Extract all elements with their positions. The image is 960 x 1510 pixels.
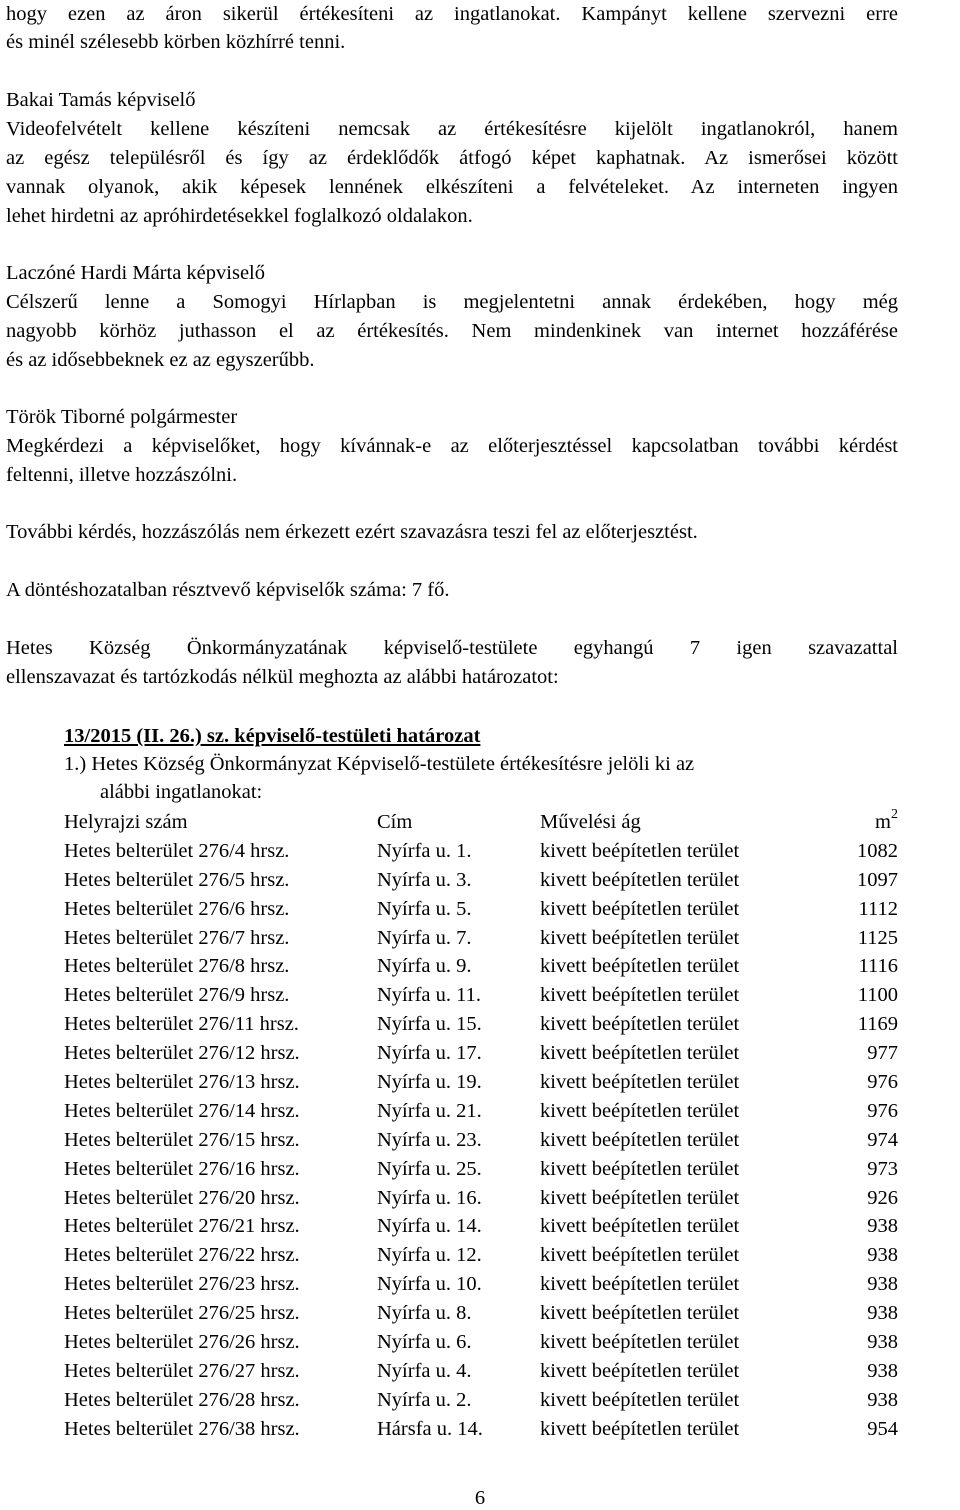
cell-address: Nyírfa u. 1. (377, 839, 472, 862)
torok-line-1: Megkérdezi a képviselőket, hogy kívánnak-e az előterjesztéssel kapcsolatban további kérdést (6, 435, 898, 457)
vote-line-2: ellenszavazat és tartózkodás nélkül meghozta az alábbi határozatot: (6, 666, 559, 688)
cell-branch: kivett beépítetlen terület (540, 1302, 740, 1325)
header-address: Cím (377, 810, 413, 833)
cell-area: 938 (867, 1215, 898, 1238)
cell-plot: Hetes belterület 276/20 hrsz. (64, 1186, 300, 1209)
table-row (64, 866, 898, 895)
cell-branch: kivett beépítetlen terület (540, 1359, 740, 1382)
cell-address: Nyírfa u. 9. (377, 955, 472, 978)
cell-address: Nyírfa u. 17. (377, 1042, 482, 1065)
cell-area: 938 (867, 1302, 898, 1325)
cell-area: 977 (867, 1042, 898, 1065)
header-plot: Helyrajzi szám (64, 810, 188, 833)
speaker-laczone: Laczóné Hardi Márta képviselő (6, 262, 265, 284)
table-row (64, 981, 898, 1010)
cell-plot: Hetes belterület 276/5 hrsz. (64, 868, 290, 891)
cell-area: 1169 (857, 1013, 898, 1036)
table-row (64, 1126, 898, 1155)
cell-plot: Hetes belterület 276/9 hrsz. (64, 984, 290, 1007)
cell-plot: Hetes belterület 276/12 hrsz. (64, 1042, 300, 1065)
cell-branch: kivett beépítetlen terület (540, 868, 740, 891)
cell-area: 973 (867, 1157, 898, 1180)
table-body (64, 837, 898, 1444)
header-area (820, 808, 898, 837)
table-row (64, 837, 898, 866)
speaker-bakai: Bakai Tamás képviselő (6, 89, 196, 111)
cell-area: 1097 (857, 868, 898, 891)
cell-plot: Hetes belterület 276/21 hrsz. (64, 1215, 300, 1238)
cell-area: 938 (867, 1359, 898, 1382)
table-row (64, 1357, 898, 1386)
cell-plot: Hetes belterület 276/14 hrsz. (64, 1099, 300, 1122)
laczone-line-1: Célszerű lenne a Somogyi Hírlapban is megjelentetni annak érdekében, hogy még (6, 291, 898, 313)
header-area-unit: m (875, 810, 891, 833)
torok-line-2: feltenni, illetve hozzászólni. (6, 464, 238, 486)
header-branch: Művelési ág (540, 810, 641, 833)
table-row (64, 1039, 898, 1068)
header-area-sup: 2 (891, 806, 898, 822)
table-row (64, 1155, 898, 1184)
cell-branch: kivett beépítetlen terület (540, 1128, 740, 1151)
resolution-title: 13/2015 (II. 26.) sz. képviselő-testületi határozat (64, 725, 481, 747)
table-row (64, 1241, 898, 1270)
bakai-line-4: lehet hirdetni az apróhirdetésekkel foglalkozó oldalakon. (6, 205, 473, 227)
cell-plot: Hetes belterület 276/16 hrsz. (64, 1157, 300, 1180)
resolution-point-1-cont: alábbi ingatlanokat: (100, 781, 263, 803)
table-row (64, 1184, 898, 1213)
cell-area: 954 (867, 1417, 898, 1440)
table-row (64, 895, 898, 924)
cell-address: Nyírfa u. 8. (377, 1302, 472, 1325)
cell-address: Nyírfa u. 15. (377, 1013, 482, 1036)
cell-address: Nyírfa u. 12. (377, 1244, 482, 1267)
cell-area: 938 (867, 1273, 898, 1296)
bakai-line-2: az egész településről és így az érdeklődők átfogó képet kaphatnak. Az ismerősei között (6, 147, 898, 169)
cell-area: 1116 (858, 955, 898, 978)
cell-plot: Hetes belterület 276/8 hrsz. (64, 955, 290, 978)
cell-address: Nyírfa u. 19. (377, 1070, 482, 1093)
cell-plot: Hetes belterület 276/7 hrsz. (64, 926, 290, 949)
cell-plot: Hetes belterület 276/38 hrsz. (64, 1417, 300, 1440)
table-row (64, 952, 898, 981)
table-row (64, 1068, 898, 1097)
cell-branch: kivett beépítetlen terület (540, 1330, 740, 1353)
property-table (64, 808, 898, 1444)
laczone-line-3: és az idősebbeknek ez az egyszerűbb. (6, 349, 315, 371)
cell-plot: Hetes belterület 276/25 hrsz. (64, 1302, 300, 1325)
cell-branch: kivett beépítetlen terület (540, 1388, 740, 1411)
cell-branch: kivett beépítetlen terület (540, 897, 740, 920)
cell-plot: Hetes belterület 276/28 hrsz. (64, 1388, 300, 1411)
cell-plot: Hetes belterület 276/13 hrsz. (64, 1070, 300, 1093)
cell-area: 976 (867, 1099, 898, 1122)
cell-area: 974 (867, 1128, 898, 1151)
cell-branch: kivett beépítetlen terület (540, 1099, 740, 1122)
cell-address: Nyírfa u. 3. (377, 868, 472, 891)
cell-address: Nyírfa u. 2. (377, 1388, 472, 1411)
cell-branch: kivett beépítetlen terület (540, 1244, 740, 1267)
cell-branch: kivett beépítetlen terület (540, 1273, 740, 1296)
table-row (64, 1299, 898, 1328)
table-row (64, 1097, 898, 1126)
cell-branch: kivett beépítetlen terület (540, 839, 740, 862)
cell-area: 1125 (857, 926, 898, 949)
table-row (64, 1212, 898, 1241)
cell-address: Nyírfa u. 21. (377, 1099, 482, 1122)
cell-address: Nyírfa u. 10. (377, 1273, 482, 1296)
cell-area: 1100 (857, 984, 898, 1007)
cell-plot: Hetes belterület 276/22 hrsz. (64, 1244, 300, 1267)
cell-address: Nyírfa u. 4. (377, 1359, 472, 1382)
bakai-line-3: vannak olyanok, akik képesek lennének elkészíteni a felvételeket. Az interneten ingyen (6, 176, 898, 198)
cell-area: 1112 (858, 897, 898, 920)
cell-branch: kivett beépítetlen terület (540, 926, 740, 949)
cell-address: Nyírfa u. 25. (377, 1157, 482, 1180)
cell-plot: Hetes belterület 276/15 hrsz. (64, 1128, 300, 1151)
table-row (64, 924, 898, 953)
cell-area: 1082 (857, 839, 898, 862)
intro-line-2: és minél szélesebb körben közhírré tenni. (6, 31, 346, 53)
table-header-row (64, 808, 898, 837)
table-row (64, 1010, 898, 1039)
laczone-line-2: nagyobb körhöz juthasson el az értékesítés. Nem mindenkinek van internet hozzáférése (6, 320, 898, 342)
cell-branch: kivett beépítetlen terület (540, 1013, 740, 1036)
table-row (64, 1386, 898, 1415)
cell-plot: Hetes belterület 276/6 hrsz. (64, 897, 290, 920)
cell-branch: kivett beépítetlen terület (540, 1186, 740, 1209)
cell-branch: kivett beépítetlen terület (540, 984, 740, 1007)
cell-plot: Hetes belterület 276/11 hrsz. (64, 1013, 299, 1036)
cell-address: Nyírfa u. 11. (377, 984, 481, 1007)
table-row (64, 1270, 898, 1299)
cell-address: Nyírfa u. 14. (377, 1215, 482, 1238)
cell-branch: kivett beépítetlen terület (540, 1042, 740, 1065)
cell-branch: kivett beépítetlen terület (540, 1215, 740, 1238)
cell-address: Nyírfa u. 16. (377, 1186, 482, 1209)
cell-plot: Hetes belterület 276/26 hrsz. (64, 1330, 300, 1353)
table-row (64, 1415, 898, 1444)
cell-plot: Hetes belterület 276/27 hrsz. (64, 1359, 300, 1382)
cell-area: 938 (867, 1388, 898, 1411)
cell-plot: Hetes belterület 276/23 hrsz. (64, 1273, 300, 1296)
cell-address: Hársfa u. 14. (377, 1417, 483, 1440)
no-questions-text: További kérdés, hozzászólás nem érkezett ezért szavazásra teszi fel az előterjesztést. (6, 521, 698, 543)
page-number: 6 (474, 1487, 486, 1509)
cell-address: Nyírfa u. 6. (377, 1330, 472, 1353)
intro-line-1: hogy ezen az áron sikerül értékesíteni az ingatlanokat. Kampányt kellene szervezni erre (6, 3, 898, 25)
table-row (64, 1328, 898, 1357)
cell-branch: kivett beépítetlen terület (540, 1157, 740, 1180)
cell-plot: Hetes belterület 276/4 hrsz. (64, 839, 290, 862)
cell-address: Nyírfa u. 7. (377, 926, 472, 949)
cell-area: 926 (867, 1186, 898, 1209)
speaker-torok: Török Tiborné polgármester (6, 406, 238, 428)
cell-area: 938 (867, 1244, 898, 1267)
participants-text: A döntéshozatalban résztvevő képviselők száma: 7 fő. (6, 579, 450, 601)
cell-branch: kivett beépítetlen terület (540, 1070, 740, 1093)
cell-area: 938 (867, 1330, 898, 1353)
cell-address: Nyírfa u. 5. (377, 897, 472, 920)
cell-address: Nyírfa u. 23. (377, 1128, 482, 1151)
cell-branch: kivett beépítetlen terület (540, 1417, 740, 1440)
cell-branch: kivett beépítetlen terület (540, 955, 740, 978)
vote-line-1: Hetes Község Önkormányzatának képviselő-testülete egyhangú 7 igen szavazattal (6, 637, 898, 659)
bakai-line-1: Videofelvételt kellene készíteni nemcsak az értékesítésre kijelölt ingatlanokról, hanem (6, 118, 898, 140)
cell-area: 976 (867, 1070, 898, 1093)
resolution-point-1: 1.) Hetes Község Önkormányzat Képviselő-testülete értékesítésre jelöli ki az (64, 753, 695, 775)
